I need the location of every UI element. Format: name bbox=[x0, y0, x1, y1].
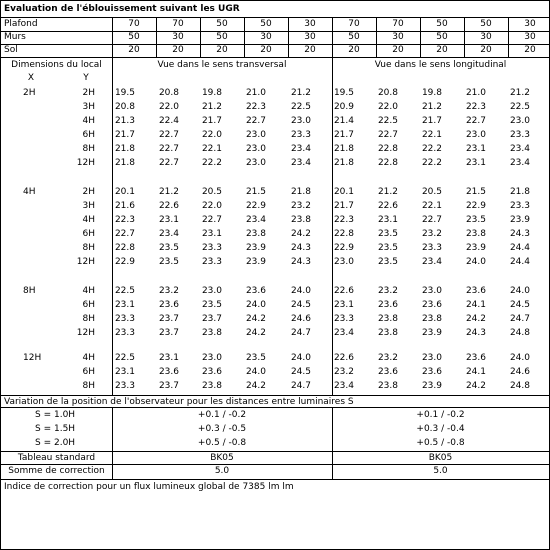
ugr-transverse-value: 22.7 bbox=[158, 144, 179, 154]
ugr-transverse-value: 24.2 bbox=[290, 229, 311, 239]
ugr-transverse-value: 22.0 bbox=[201, 201, 222, 211]
ugr-transverse-value: 24.0 bbox=[245, 300, 266, 310]
ugr-longitudinal-value: 23.4 bbox=[509, 144, 530, 154]
ugr-longitudinal-value: 23.2 bbox=[421, 229, 442, 239]
variation-transverse: +0.3 / -0.5 bbox=[197, 424, 247, 434]
ugr-longitudinal-value: 22.8 bbox=[377, 158, 398, 168]
ugr-transverse-value: 22.3 bbox=[114, 215, 135, 225]
ugr-longitudinal-value: 21.7 bbox=[333, 130, 354, 140]
dimension-y: 4H bbox=[82, 286, 95, 296]
ugr-longitudinal-value: 22.6 bbox=[333, 286, 354, 296]
ugr-longitudinal-value: 24.8 bbox=[509, 328, 530, 338]
ugr-longitudinal-value: 21.8 bbox=[333, 144, 354, 154]
dimension-y: 6H bbox=[82, 300, 95, 310]
ugr-longitudinal-value: 22.1 bbox=[421, 130, 442, 140]
reflectance-value: 30 bbox=[304, 19, 316, 29]
ugr-longitudinal-value: 23.1 bbox=[465, 158, 486, 168]
dimension-x: 2H bbox=[23, 88, 36, 98]
ugr-longitudinal-value: 24.1 bbox=[465, 300, 486, 310]
reflectance-value: 20 bbox=[524, 45, 536, 55]
ugr-longitudinal-value: 23.1 bbox=[465, 144, 486, 154]
ugr-longitudinal-value: 24.0 bbox=[509, 286, 530, 296]
ugr-longitudinal-value: 24.3 bbox=[509, 229, 530, 239]
ugr-transverse-value: 20.1 bbox=[114, 187, 135, 197]
reflectance-value: 50 bbox=[260, 19, 272, 29]
ugr-transverse-value: 21.0 bbox=[245, 88, 266, 98]
reflectance-label: Sol bbox=[4, 45, 18, 55]
dimensions-label: Dimensions du local bbox=[11, 60, 102, 70]
ugr-transverse-value: 23.4 bbox=[290, 144, 311, 154]
ugr-transverse-value: 23.4 bbox=[245, 215, 266, 225]
ugr-longitudinal-value: 22.7 bbox=[465, 116, 486, 126]
ugr-transverse-value: 24.0 bbox=[290, 286, 311, 296]
correction-footer: Indice de correction pour un flux lumineux global de 7385 lm lm bbox=[4, 482, 294, 492]
ugr-longitudinal-value: 23.0 bbox=[421, 353, 442, 363]
ugr-transverse-value: 24.0 bbox=[290, 353, 311, 363]
reflectance-value: 50 bbox=[216, 19, 228, 29]
ugr-transverse-value: 23.2 bbox=[290, 201, 311, 211]
ugr-transverse-value: 23.5 bbox=[245, 353, 266, 363]
ugr-transverse-value: 24.0 bbox=[245, 367, 266, 377]
ugr-transverse-value: 23.0 bbox=[245, 130, 266, 140]
standard-transverse: BK05 bbox=[210, 453, 234, 463]
ugr-transverse-value: 21.6 bbox=[114, 201, 135, 211]
ugr-transverse-value: 24.2 bbox=[245, 314, 266, 324]
ugr-longitudinal-value: 22.2 bbox=[421, 144, 442, 154]
ugr-transverse-value: 23.1 bbox=[114, 300, 135, 310]
ugr-longitudinal-value: 22.7 bbox=[377, 130, 398, 140]
ugr-transverse-value: 19.8 bbox=[201, 88, 222, 98]
reflectance-value: 20 bbox=[348, 45, 360, 55]
dimension-y: 2H bbox=[82, 88, 95, 98]
reflectance-value: 20 bbox=[216, 45, 228, 55]
ugr-transverse-value: 23.7 bbox=[158, 314, 179, 324]
ugr-transverse-value: 22.7 bbox=[245, 116, 266, 126]
ugr-longitudinal-value: 23.4 bbox=[333, 381, 354, 391]
ugr-longitudinal-value: 23.0 bbox=[509, 116, 530, 126]
reflectance-value: 70 bbox=[392, 19, 404, 29]
ugr-transverse-value: 23.3 bbox=[290, 130, 311, 140]
rule bbox=[200, 17, 201, 57]
ugr-longitudinal-value: 22.2 bbox=[421, 158, 442, 168]
ugr-transverse-value: 24.5 bbox=[290, 300, 311, 310]
dimension-y: 6H bbox=[82, 229, 95, 239]
ugr-transverse-value: 23.0 bbox=[201, 286, 222, 296]
ugr-transverse-value: 23.1 bbox=[158, 215, 179, 225]
ugr-transverse-value: 23.9 bbox=[245, 243, 266, 253]
reflectance-value: 20 bbox=[172, 45, 184, 55]
variation-title: Variation de la position de l'observateur pour les distances entre luminaires S bbox=[4, 397, 354, 407]
reflectance-value: 20 bbox=[436, 45, 448, 55]
ugr-longitudinal-value: 22.3 bbox=[465, 102, 486, 112]
ugr-transverse-value: 23.4 bbox=[158, 229, 179, 239]
rule bbox=[1, 464, 549, 465]
reflectance-value: 30 bbox=[524, 19, 536, 29]
ugr-transverse-value: 24.7 bbox=[290, 381, 311, 391]
ugr-longitudinal-value: 23.2 bbox=[333, 367, 354, 377]
view-longitudinal-header: Vue dans le sens longitudinal bbox=[374, 60, 507, 70]
ugr-transverse-value: 22.7 bbox=[201, 215, 222, 225]
ugr-transverse-value: 24.6 bbox=[290, 314, 311, 324]
ugr-transverse-value: 22.5 bbox=[114, 286, 135, 296]
dimension-x: 4H bbox=[23, 187, 36, 197]
ugr-longitudinal-value: 22.8 bbox=[377, 144, 398, 154]
ugr-longitudinal-value: 23.5 bbox=[377, 243, 398, 253]
ugr-transverse-value: 22.9 bbox=[114, 257, 135, 267]
dimension-y: 6H bbox=[82, 367, 95, 377]
dimension-y: 3H bbox=[82, 102, 95, 112]
ugr-longitudinal-value: 22.5 bbox=[377, 116, 398, 126]
ugr-transverse-value: 22.8 bbox=[114, 243, 135, 253]
reflectance-value: 50 bbox=[348, 32, 360, 42]
ugr-transverse-value: 23.6 bbox=[158, 367, 179, 377]
ugr-transverse-value: 23.6 bbox=[201, 367, 222, 377]
ugr-longitudinal-value: 21.4 bbox=[333, 116, 354, 126]
reflectance-value: 50 bbox=[216, 32, 228, 42]
ugr-transverse-value: 21.3 bbox=[114, 116, 135, 126]
ugr-longitudinal-value: 22.6 bbox=[377, 201, 398, 211]
ugr-longitudinal-value: 23.9 bbox=[421, 381, 442, 391]
ugr-longitudinal-value: 23.6 bbox=[421, 367, 442, 377]
ugr-longitudinal-value: 23.4 bbox=[421, 257, 442, 267]
ugr-transverse-value: 22.7 bbox=[114, 229, 135, 239]
reflectance-value: 20 bbox=[480, 45, 492, 55]
ugr-longitudinal-value: 23.3 bbox=[333, 314, 354, 324]
ugr-longitudinal-value: 23.0 bbox=[421, 286, 442, 296]
ugr-transverse-value: 23.3 bbox=[201, 243, 222, 253]
ugr-transverse-value: 23.6 bbox=[245, 286, 266, 296]
page-title: Evaluation de l'éblouissement suivant les UGR bbox=[4, 4, 240, 14]
correction-longitudinal: 5.0 bbox=[433, 466, 448, 476]
variation-label: S = 1.0H bbox=[35, 410, 76, 420]
ugr-transverse-value: 21.7 bbox=[201, 116, 222, 126]
ugr-transverse-value: 22.5 bbox=[290, 102, 311, 112]
rule bbox=[1, 57, 549, 58]
ugr-transverse-value: 24.5 bbox=[290, 367, 311, 377]
ugr-transverse-value: 20.8 bbox=[158, 88, 179, 98]
reflectance-value: 30 bbox=[392, 32, 404, 42]
ugr-longitudinal-value: 22.7 bbox=[421, 215, 442, 225]
variation-longitudinal: +0.5 / -0.8 bbox=[416, 438, 465, 448]
reflectance-value: 20 bbox=[304, 45, 316, 55]
rule bbox=[508, 17, 509, 57]
ugr-transverse-value: 23.2 bbox=[158, 286, 179, 296]
correction-transverse: 5.0 bbox=[214, 466, 230, 476]
rule bbox=[244, 17, 245, 57]
ugr-longitudinal-value: 23.5 bbox=[465, 215, 486, 225]
reflectance-value: 70 bbox=[348, 19, 360, 29]
ugr-transverse-value: 21.7 bbox=[114, 130, 135, 140]
ugr-transverse-value: 23.5 bbox=[158, 257, 179, 267]
ugr-longitudinal-value: 23.8 bbox=[465, 229, 486, 239]
ugr-transverse-value: 22.5 bbox=[114, 353, 135, 363]
reflectance-label: Plafond bbox=[4, 19, 38, 29]
ugr-longitudinal-value: 22.9 bbox=[465, 201, 486, 211]
ugr-longitudinal-value: 21.2 bbox=[509, 88, 530, 98]
ugr-transverse-value: 23.5 bbox=[201, 300, 222, 310]
ugr-longitudinal-value: 24.7 bbox=[509, 314, 530, 324]
ugr-transverse-value: 24.3 bbox=[290, 243, 311, 253]
rule bbox=[376, 17, 377, 57]
variation-label: S = 1.5H bbox=[35, 424, 76, 434]
ugr-transverse-value: 23.0 bbox=[245, 144, 266, 154]
ugr-longitudinal-value: 22.3 bbox=[333, 215, 354, 225]
ugr-transverse-value: 23.3 bbox=[114, 314, 135, 324]
reflectance-value: 70 bbox=[128, 19, 140, 29]
ugr-longitudinal-value: 24.0 bbox=[509, 353, 530, 363]
reflectance-value: 50 bbox=[436, 19, 448, 29]
ugr-longitudinal-value: 21.2 bbox=[421, 102, 442, 112]
reflectance-value: 50 bbox=[436, 32, 448, 42]
dimension-y: 4H bbox=[82, 215, 95, 225]
ugr-transverse-value: 23.8 bbox=[201, 381, 222, 391]
ugr-transverse-value: 22.6 bbox=[158, 201, 179, 211]
dimension-y: 2H bbox=[82, 187, 95, 197]
ugr-longitudinal-value: 23.2 bbox=[377, 286, 398, 296]
ugr-longitudinal-value: 19.5 bbox=[333, 88, 354, 98]
ugr-longitudinal-value: 21.2 bbox=[377, 187, 398, 197]
rule bbox=[1, 479, 549, 480]
ugr-transverse-value: 23.0 bbox=[290, 116, 311, 126]
ugr-longitudinal-value: 23.6 bbox=[465, 353, 486, 363]
rule bbox=[464, 17, 465, 57]
ugr-transverse-value: 22.9 bbox=[245, 201, 266, 211]
ugr-longitudinal-value: 24.2 bbox=[465, 314, 486, 324]
ugr-longitudinal-value: 24.5 bbox=[509, 300, 530, 310]
ugr-longitudinal-value: 23.4 bbox=[509, 158, 530, 168]
reflectance-value: 50 bbox=[128, 32, 140, 42]
dimension-y: 12H bbox=[76, 158, 95, 168]
ugr-transverse-value: 23.8 bbox=[201, 328, 222, 338]
ugr-transverse-value: 23.1 bbox=[158, 353, 179, 363]
ugr-longitudinal-value: 23.8 bbox=[421, 314, 442, 324]
variation-label: S = 2.0H bbox=[35, 438, 76, 448]
ugr-longitudinal-value: 23.8 bbox=[377, 314, 398, 324]
reflectance-value: 20 bbox=[260, 45, 272, 55]
rule bbox=[288, 17, 289, 57]
dimension-y: 6H bbox=[82, 130, 95, 140]
reflectance-label: Murs bbox=[4, 32, 26, 42]
ugr-transverse-value: 22.1 bbox=[201, 144, 222, 154]
ugr-longitudinal-value: 22.9 bbox=[333, 243, 354, 253]
rule bbox=[420, 17, 421, 57]
ugr-transverse-value: 23.4 bbox=[290, 158, 311, 168]
ugr-transverse-value: 23.0 bbox=[245, 158, 266, 168]
ugr-longitudinal-value: 24.4 bbox=[509, 257, 530, 267]
ugr-transverse-value: 24.7 bbox=[290, 328, 311, 338]
ugr-transverse-value: 23.1 bbox=[201, 229, 222, 239]
ugr-transverse-value: 23.0 bbox=[201, 353, 222, 363]
ugr-longitudinal-value: 23.9 bbox=[509, 215, 530, 225]
ugr-transverse-value: 21.8 bbox=[290, 187, 311, 197]
ugr-longitudinal-value: 23.6 bbox=[377, 367, 398, 377]
ugr-transverse-value: 22.3 bbox=[245, 102, 266, 112]
ugr-longitudinal-value: 23.8 bbox=[377, 328, 398, 338]
ugr-longitudinal-value: 23.9 bbox=[465, 243, 486, 253]
ugr-transverse-value: 21.2 bbox=[290, 88, 311, 98]
correction-label: Somme de correction bbox=[8, 466, 105, 476]
ugr-longitudinal-value: 21.5 bbox=[465, 187, 486, 197]
ugr-longitudinal-value: 20.9 bbox=[333, 102, 354, 112]
ugr-longitudinal-value: 24.4 bbox=[509, 243, 530, 253]
ugr-longitudinal-value: 20.1 bbox=[333, 187, 354, 197]
ugr-transverse-value: 22.4 bbox=[158, 116, 179, 126]
ugr-transverse-value: 23.3 bbox=[201, 257, 222, 267]
ugr-transverse-value: 23.7 bbox=[158, 328, 179, 338]
reflectance-value: 30 bbox=[480, 32, 492, 42]
ugr-longitudinal-value: 23.1 bbox=[333, 300, 354, 310]
ugr-transverse-value: 19.5 bbox=[114, 88, 135, 98]
variation-transverse: +0.5 / -0.8 bbox=[197, 438, 247, 448]
reflectance-value: 20 bbox=[128, 45, 140, 55]
ugr-longitudinal-value: 24.3 bbox=[465, 328, 486, 338]
ugr-longitudinal-value: 23.4 bbox=[333, 328, 354, 338]
ugr-transverse-value: 23.3 bbox=[114, 328, 135, 338]
ugr-transverse-value: 23.8 bbox=[245, 229, 266, 239]
ugr-longitudinal-value: 20.5 bbox=[421, 187, 442, 197]
reflectance-value: 30 bbox=[172, 32, 184, 42]
ugr-longitudinal-value: 22.5 bbox=[509, 102, 530, 112]
ugr-transverse-value: 23.8 bbox=[290, 215, 311, 225]
ugr-longitudinal-value: 22.1 bbox=[421, 201, 442, 211]
ugr-longitudinal-value: 23.3 bbox=[509, 130, 530, 140]
ugr-transverse-value: 23.7 bbox=[201, 314, 222, 324]
ugr-longitudinal-value: 24.2 bbox=[465, 381, 486, 391]
ugr-longitudinal-value: 23.0 bbox=[465, 130, 486, 140]
x-label: X bbox=[27, 73, 35, 83]
standard-label: Tableau standard bbox=[17, 453, 96, 463]
dimension-y: 4H bbox=[82, 116, 95, 126]
ugr-longitudinal-value: 23.6 bbox=[377, 300, 398, 310]
ugr-transverse-value: 23.1 bbox=[114, 367, 135, 377]
ugr-longitudinal-value: 24.0 bbox=[465, 257, 486, 267]
ugr-longitudinal-value: 23.2 bbox=[377, 353, 398, 363]
variation-longitudinal: +0.3 / -0.4 bbox=[416, 424, 465, 434]
dimension-y: 8H bbox=[82, 381, 95, 391]
ugr-longitudinal-value: 24.1 bbox=[465, 367, 486, 377]
ugr-transverse-value: 24.3 bbox=[290, 257, 311, 267]
ugr-transverse-value: 22.2 bbox=[201, 158, 222, 168]
ugr-transverse-value: 23.3 bbox=[114, 381, 135, 391]
dimension-y: 8H bbox=[82, 243, 95, 253]
variation-longitudinal: +0.1 / -0.2 bbox=[416, 410, 465, 420]
reflectance-value: 30 bbox=[260, 32, 272, 42]
ugr-longitudinal-value: 21.7 bbox=[333, 201, 354, 211]
dimension-y: 3H bbox=[82, 201, 95, 211]
ugr-longitudinal-value: 23.0 bbox=[333, 257, 354, 267]
dimension-x: 12H bbox=[23, 353, 42, 363]
ugr-transverse-value: 22.7 bbox=[158, 130, 179, 140]
ugr-longitudinal-value: 23.5 bbox=[377, 229, 398, 239]
ugr-longitudinal-value: 24.6 bbox=[509, 367, 530, 377]
ugr-transverse-value: 22.7 bbox=[158, 158, 179, 168]
ugr-transverse-value: 20.5 bbox=[201, 187, 222, 197]
ugr-longitudinal-value: 23.5 bbox=[377, 257, 398, 267]
ugr-longitudinal-value: 23.3 bbox=[421, 243, 442, 253]
ugr-longitudinal-value: 21.7 bbox=[421, 116, 442, 126]
ugr-longitudinal-value: 23.6 bbox=[465, 286, 486, 296]
ugr-longitudinal-value: 23.3 bbox=[509, 201, 530, 211]
ugr-longitudinal-value: 24.8 bbox=[509, 381, 530, 391]
ugr-longitudinal-value: 20.8 bbox=[377, 88, 398, 98]
ugr-transverse-value: 22.0 bbox=[158, 102, 179, 112]
ugr-transverse-value: 22.0 bbox=[201, 130, 222, 140]
ugr-transverse-value: 24.2 bbox=[245, 328, 266, 338]
rule bbox=[332, 17, 333, 57]
reflectance-value: 30 bbox=[304, 32, 316, 42]
reflectance-value: 50 bbox=[480, 19, 492, 29]
ugr-transverse-value: 21.5 bbox=[245, 187, 266, 197]
ugr-longitudinal-value: 19.8 bbox=[421, 88, 442, 98]
ugr-longitudinal-value: 23.8 bbox=[377, 381, 398, 391]
ugr-longitudinal-value: 22.8 bbox=[333, 229, 354, 239]
ugr-transverse-value: 21.2 bbox=[158, 187, 179, 197]
dimension-y: 12H bbox=[76, 257, 95, 267]
view-transverse-header: Vue dans le sens transversal bbox=[157, 60, 287, 70]
ugr-transverse-value: 23.5 bbox=[158, 243, 179, 253]
y-label: Y bbox=[83, 73, 89, 83]
ugr-longitudinal-value: 23.6 bbox=[421, 300, 442, 310]
ugr-transverse-value: 23.9 bbox=[245, 257, 266, 267]
dimension-y: 8H bbox=[82, 144, 95, 154]
ugr-longitudinal-value: 23.9 bbox=[421, 328, 442, 338]
dimension-x: 8H bbox=[23, 286, 36, 296]
ugr-transverse-value: 21.2 bbox=[201, 102, 222, 112]
dimension-y: 4H bbox=[82, 353, 95, 363]
ugr-longitudinal-value: 21.0 bbox=[465, 88, 486, 98]
ugr-longitudinal-value: 21.8 bbox=[333, 158, 354, 168]
ugr-transverse-value: 23.7 bbox=[158, 381, 179, 391]
ugr-transverse-value: 21.8 bbox=[114, 144, 135, 154]
standard-longitudinal: BK05 bbox=[428, 453, 453, 463]
reflectance-value: 70 bbox=[172, 19, 184, 29]
ugr-transverse-value: 20.8 bbox=[114, 102, 135, 112]
ugr-transverse-value: 24.2 bbox=[245, 381, 266, 391]
ugr-longitudinal-value: 22.6 bbox=[333, 353, 354, 363]
dimension-y: 8H bbox=[82, 314, 95, 324]
reflectance-value: 20 bbox=[392, 45, 404, 55]
ugr-transverse-value: 23.6 bbox=[158, 300, 179, 310]
dimension-y: 12H bbox=[76, 328, 95, 338]
ugr-transverse-value: 21.8 bbox=[114, 158, 135, 168]
ugr-longitudinal-value: 22.0 bbox=[377, 102, 398, 112]
reflectance-value: 30 bbox=[524, 32, 536, 42]
rule bbox=[156, 17, 157, 57]
ugr-longitudinal-value: 21.8 bbox=[509, 187, 530, 197]
ugr-longitudinal-value: 23.1 bbox=[377, 215, 398, 225]
variation-transverse: +0.1 / -0.2 bbox=[197, 410, 247, 420]
